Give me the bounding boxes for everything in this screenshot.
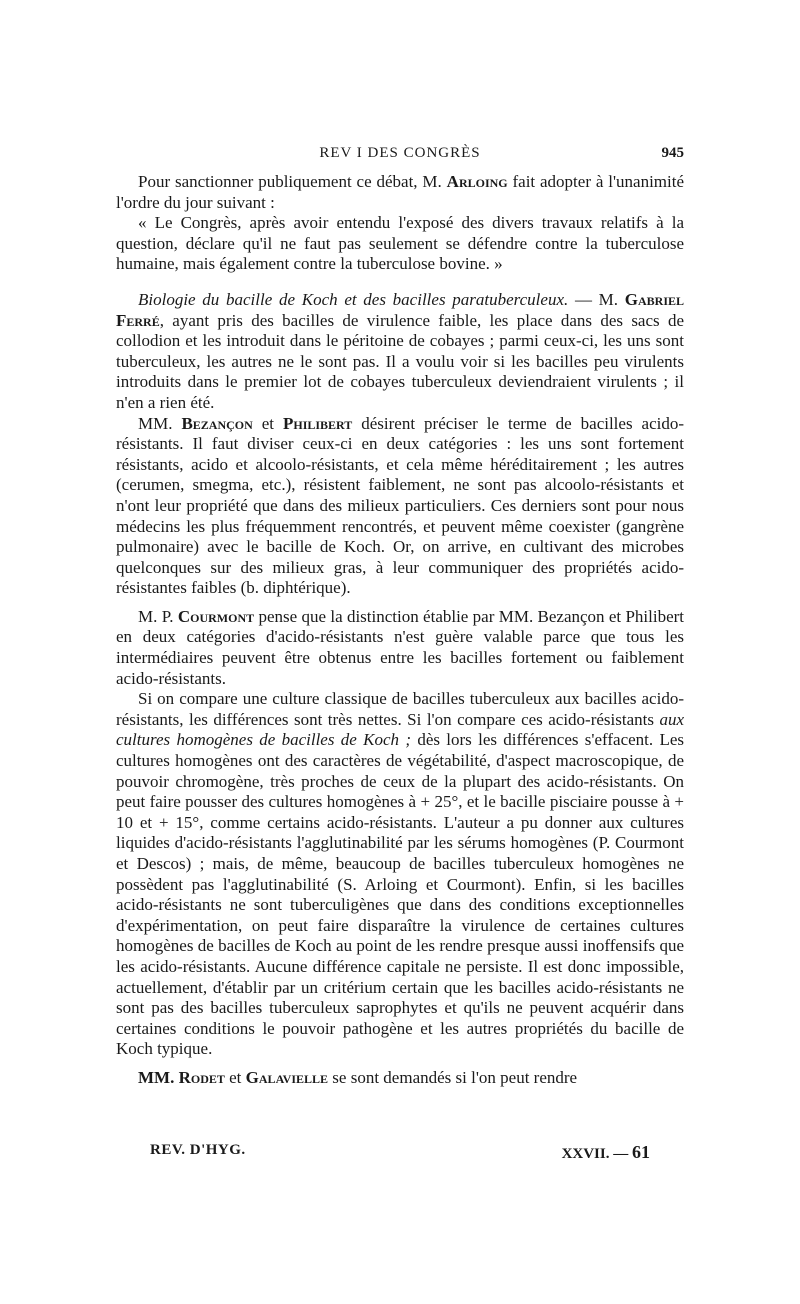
paragraph-congres-quote: « Le Congrès, après avoir entendu l'exposé des divers travaux relatifs à la question, déclare qu'il ne faut pas seulement se défendre contre la tuberculose humaine, mais également contre la tuberculose bovine. » bbox=[116, 213, 684, 274]
p7-mm: MM. bbox=[138, 1067, 175, 1087]
author-rodet: Rodet bbox=[178, 1067, 225, 1087]
body-text bbox=[116, 172, 684, 1089]
p4-rest: désirent préciser le terme de bacilles acido-résistants. Il faut diviser ceux-ci en deux catégories : les uns sont fortement résistants, acido et alcoolo-résistants, et cela même héréditairement ; les autres (cerumen, smegma, etc.), résistent faiblement, ne sont pas alcoolo-résistants et n'ont leur propriété que dans des milieux particuliers. Ces derniers sont pour nous médecins les plus fréquemment rencontrés, et peuvent même coexister (gangrène pulmonaire) avec le bacille de Koch. Or, on arrive, en cultivant des microbes quelconques sur des milieux gras, à leur communiquer des propriétés acido-résistantes faibles (b. diphtérique). bbox=[116, 413, 684, 598]
author-bezancon: Bezançon bbox=[181, 413, 253, 433]
p1-text: Pour sanctionner publiquement ce débat, M. bbox=[138, 172, 442, 191]
p4-mm: MM. bbox=[138, 413, 173, 433]
p5-rest: pense que la distinction établie par MM. Bezançon et Philibert en deux catégories d'acido-résistants n'est guère valable parce que tous les intermédiaires peuvent être obtenus entre les bacilles fortement ou faiblement acido-résistants. bbox=[116, 606, 685, 688]
author-philibert: Philibert bbox=[282, 413, 353, 433]
paragraph-arloing bbox=[116, 172, 684, 213]
p1-rest: fait adopter à l'unanimité l'ordre du jour suivant : bbox=[116, 172, 685, 212]
p7-rest: se sont demandés si l'on peut rendre bbox=[332, 1067, 578, 1087]
p4-et: et bbox=[261, 413, 275, 433]
page-footer bbox=[150, 1142, 650, 1166]
author-galavielle: Galavielle bbox=[245, 1067, 329, 1087]
paragraph-ferre bbox=[116, 290, 684, 414]
volume-number: XXVII. — bbox=[561, 1146, 629, 1162]
running-title: REV I DES CONGRÈS bbox=[319, 145, 481, 161]
author-arloing: Arloing bbox=[446, 172, 508, 191]
page-number: 945 bbox=[661, 145, 684, 161]
signature-mark bbox=[562, 1142, 650, 1163]
journal-abbrev: REV. D'HYG. bbox=[150, 1142, 246, 1158]
author-ferre: Gabriel Ferré bbox=[116, 289, 685, 330]
author-courmont: Courmont bbox=[177, 606, 255, 626]
p6-text-a: Si on compare une culture classique de bacilles tuberculeux aux bacilles acido-résistants, les différences sont très nettes. Si l'on compare ces acido-résistants bbox=[116, 689, 684, 729]
running-head bbox=[116, 145, 684, 167]
paragraph-bezancon bbox=[116, 414, 684, 599]
signature-number: 61 bbox=[632, 1142, 650, 1162]
p3-rest: , ayant pris des bacilles de virulence faible, les place dans des sacs de collodion et les introduit dans le péritoine de cobayes ; parmi ceux-ci, les uns sont tuberculeux, les autres ne le sont pas. Il a voulu voir si les bacilles peu virulents introduits dans le premier lot de cobayes tuberculeux deviendraient virulents ; il n'en a rien été. bbox=[116, 310, 684, 412]
p6-italic: aux cultures homogènes de bacilles de Koch ; bbox=[116, 709, 684, 750]
section-dash: — M. bbox=[568, 289, 619, 309]
section-title: Biologie du bacille de Koch et des bacilles paratuberculeux. bbox=[138, 289, 569, 309]
p5-mp: M. P. bbox=[138, 606, 174, 626]
paragraph-courmont bbox=[116, 607, 684, 689]
paragraph-rodet bbox=[116, 1068, 684, 1089]
paragraph-comparison bbox=[116, 689, 684, 1060]
p6-text-b: dès lors les différences s'effacent. Les cultures homogènes ont des caractères de végétabilité, d'aspect macroscopique, de pouvoir chromogène, très proches de ceux de la plupart des acido-résistants. On peut faire pousser des cultures homogènes à + 25°, et le bacille pisciaire pousse à + 10 et + 15°, comme certains acido-résistants. L'auteur a pu donner aux cultures liquides d'acido-résistants l'agglutinabilité par les sérums homogènes (P. Courmont et Descos) ; mais, de même, beaucoup de bacilles tuberculeux homogènes ne possèdent pas l'agglutinabilité (S. Arloing et Courmont). Enfin, si les bacilles acido-résistants ne sont tuberculigènes que dans des conditions exceptionnelles d'expérimentation, on peut faire disparaître la virulence de certaines cultures homogènes de bacilles de Koch au point de les rendre presque aussi inoffensifs que les acido-résistants. Aucune différence capitale ne persiste. Il est donc impossible, actuellement, d'établir par un critérium certain que les bacilles acido-résistants ne sont pas des bacilles tuberculeux saprophytes et qu'ils ne peuvent acquérir dans certaines conditions le pouvoir pathogène et les autres propriétés du bacille de Koch typique. bbox=[116, 730, 684, 1059]
p7-et: et bbox=[229, 1067, 242, 1087]
